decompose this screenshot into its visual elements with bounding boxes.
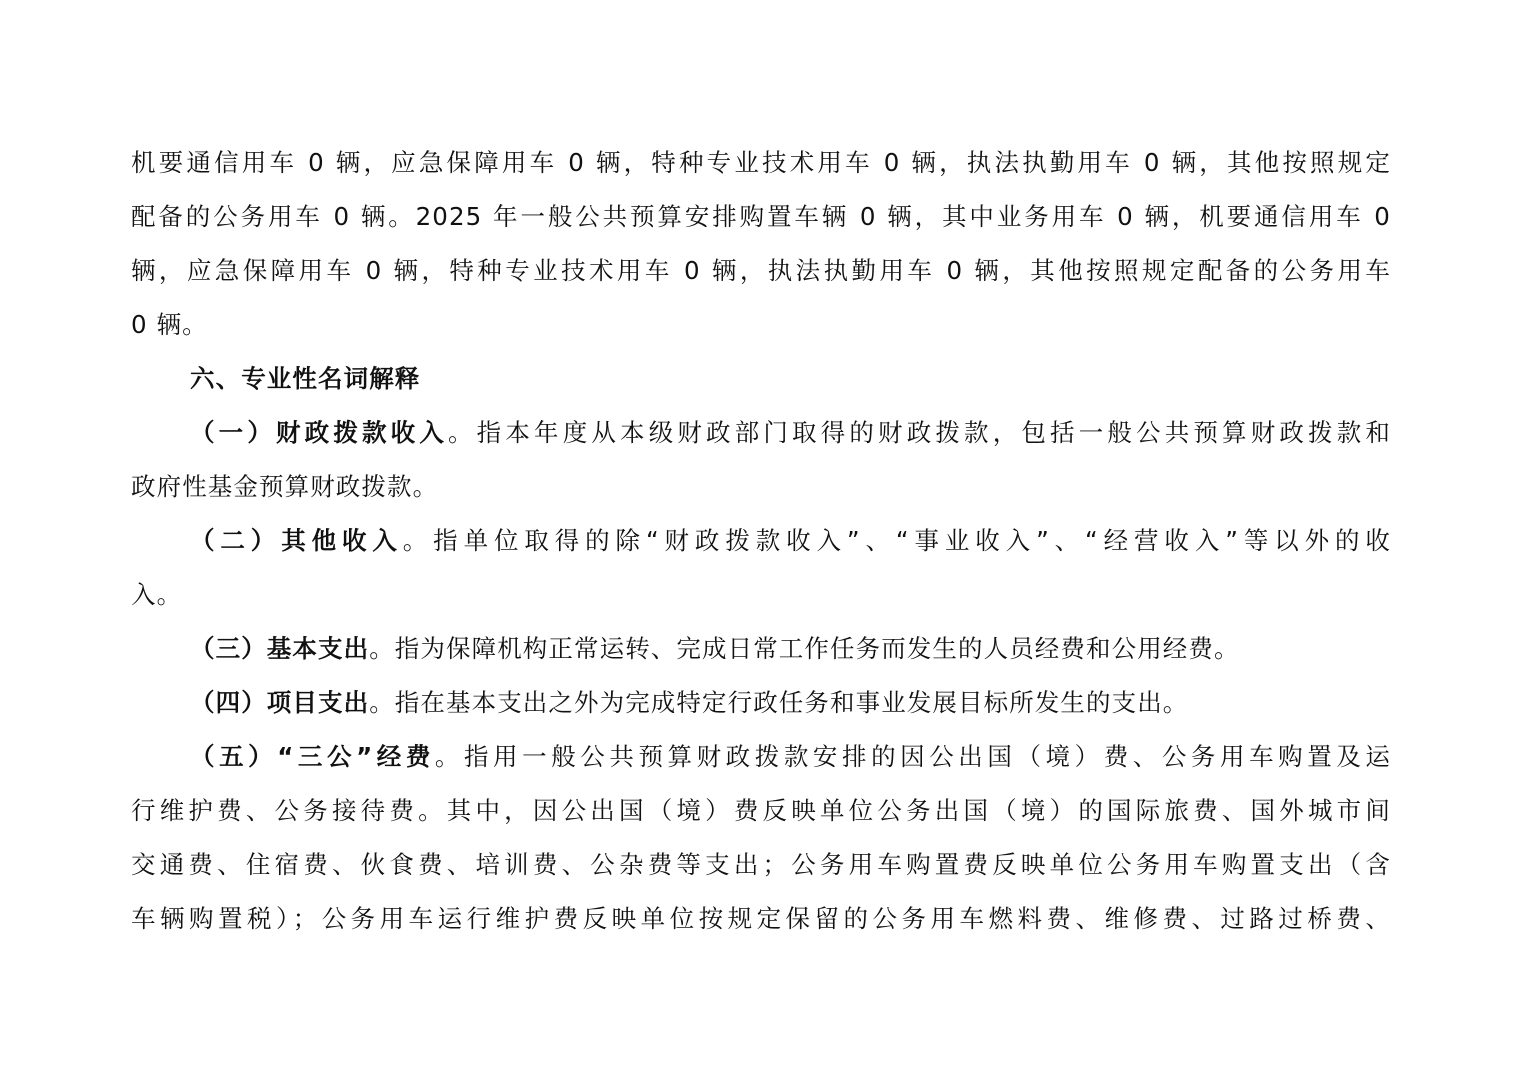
definition-item (190, 521, 1391, 561)
section-heading: 六、专业性名词解释 (190, 364, 421, 393)
body-text-line: 辆，应急保障用车 0 辆，特种专业技术用车 0 辆，执法执勤用车 0 辆，其他按照规定配备的公务用车 (131, 256, 1391, 285)
definition-text: 。指为保障机构正常运转、完成日常工作任务而发生的人员经费和公用经费。 (369, 634, 1240, 663)
definition-text: 。指用一般公共预算财政拨款安排的因公出国（境）费、公务用车购置及运 (434, 742, 1391, 771)
definition-continuation: 车辆购置税）；公务用车运行维护费反映单位按规定保留的公务用车燃料费、维修费、过路过桥费、 (131, 904, 1391, 933)
definition-continuation: 入。 (131, 580, 183, 609)
definition-text: 。指本年度从本级财政部门取得的财政拨款，包括一般公共预算财政拨款和 (448, 418, 1391, 447)
definition-term: （三）基本支出 (190, 634, 370, 663)
definition-continuation: 行维护费、公务接待费。其中，因公出国（境）费反映单位公务出国（境）的国际旅费、国外城市间 (131, 796, 1391, 825)
definition-text: 。指单位取得的除“财政拨款收入”、“事业收入”、“经营收入”等以外的收 (402, 526, 1391, 555)
body-text-line: 配备的公务用车 0 辆。2025 年一般公共预算安排购置车辆 0 辆，其中业务用车 0 辆，机要通信用车 0 (131, 202, 1391, 231)
definition-item (190, 413, 1391, 453)
definition-item (190, 629, 1391, 669)
definition-term: （五）“三公”经费 (190, 742, 435, 771)
body-text-line: 机要通信用车 0 辆，应急保障用车 0 辆，特种专业技术用车 0 辆，执法执勤用车 0 辆，其他按照规定 (131, 148, 1391, 177)
definition-term: （四）项目支出 (190, 688, 370, 717)
definition-item (190, 737, 1391, 777)
definition-term: （一）财政拨款收入 (190, 418, 449, 447)
definition-item (190, 683, 1391, 723)
definition-text: 。指在基本支出之外为完成特定行政任务和事业发展目标所发生的支出。 (369, 688, 1189, 717)
definition-term: （二）其他收入 (190, 526, 403, 555)
body-text-line: 0 辆。 (131, 310, 208, 339)
definition-continuation: 交通费、住宿费、伙食费、培训费、公杂费等支出；公务用车购置费反映单位公务用车购置支出（含 (131, 850, 1391, 879)
definition-continuation: 政府性基金预算财政拨款。 (131, 472, 439, 501)
